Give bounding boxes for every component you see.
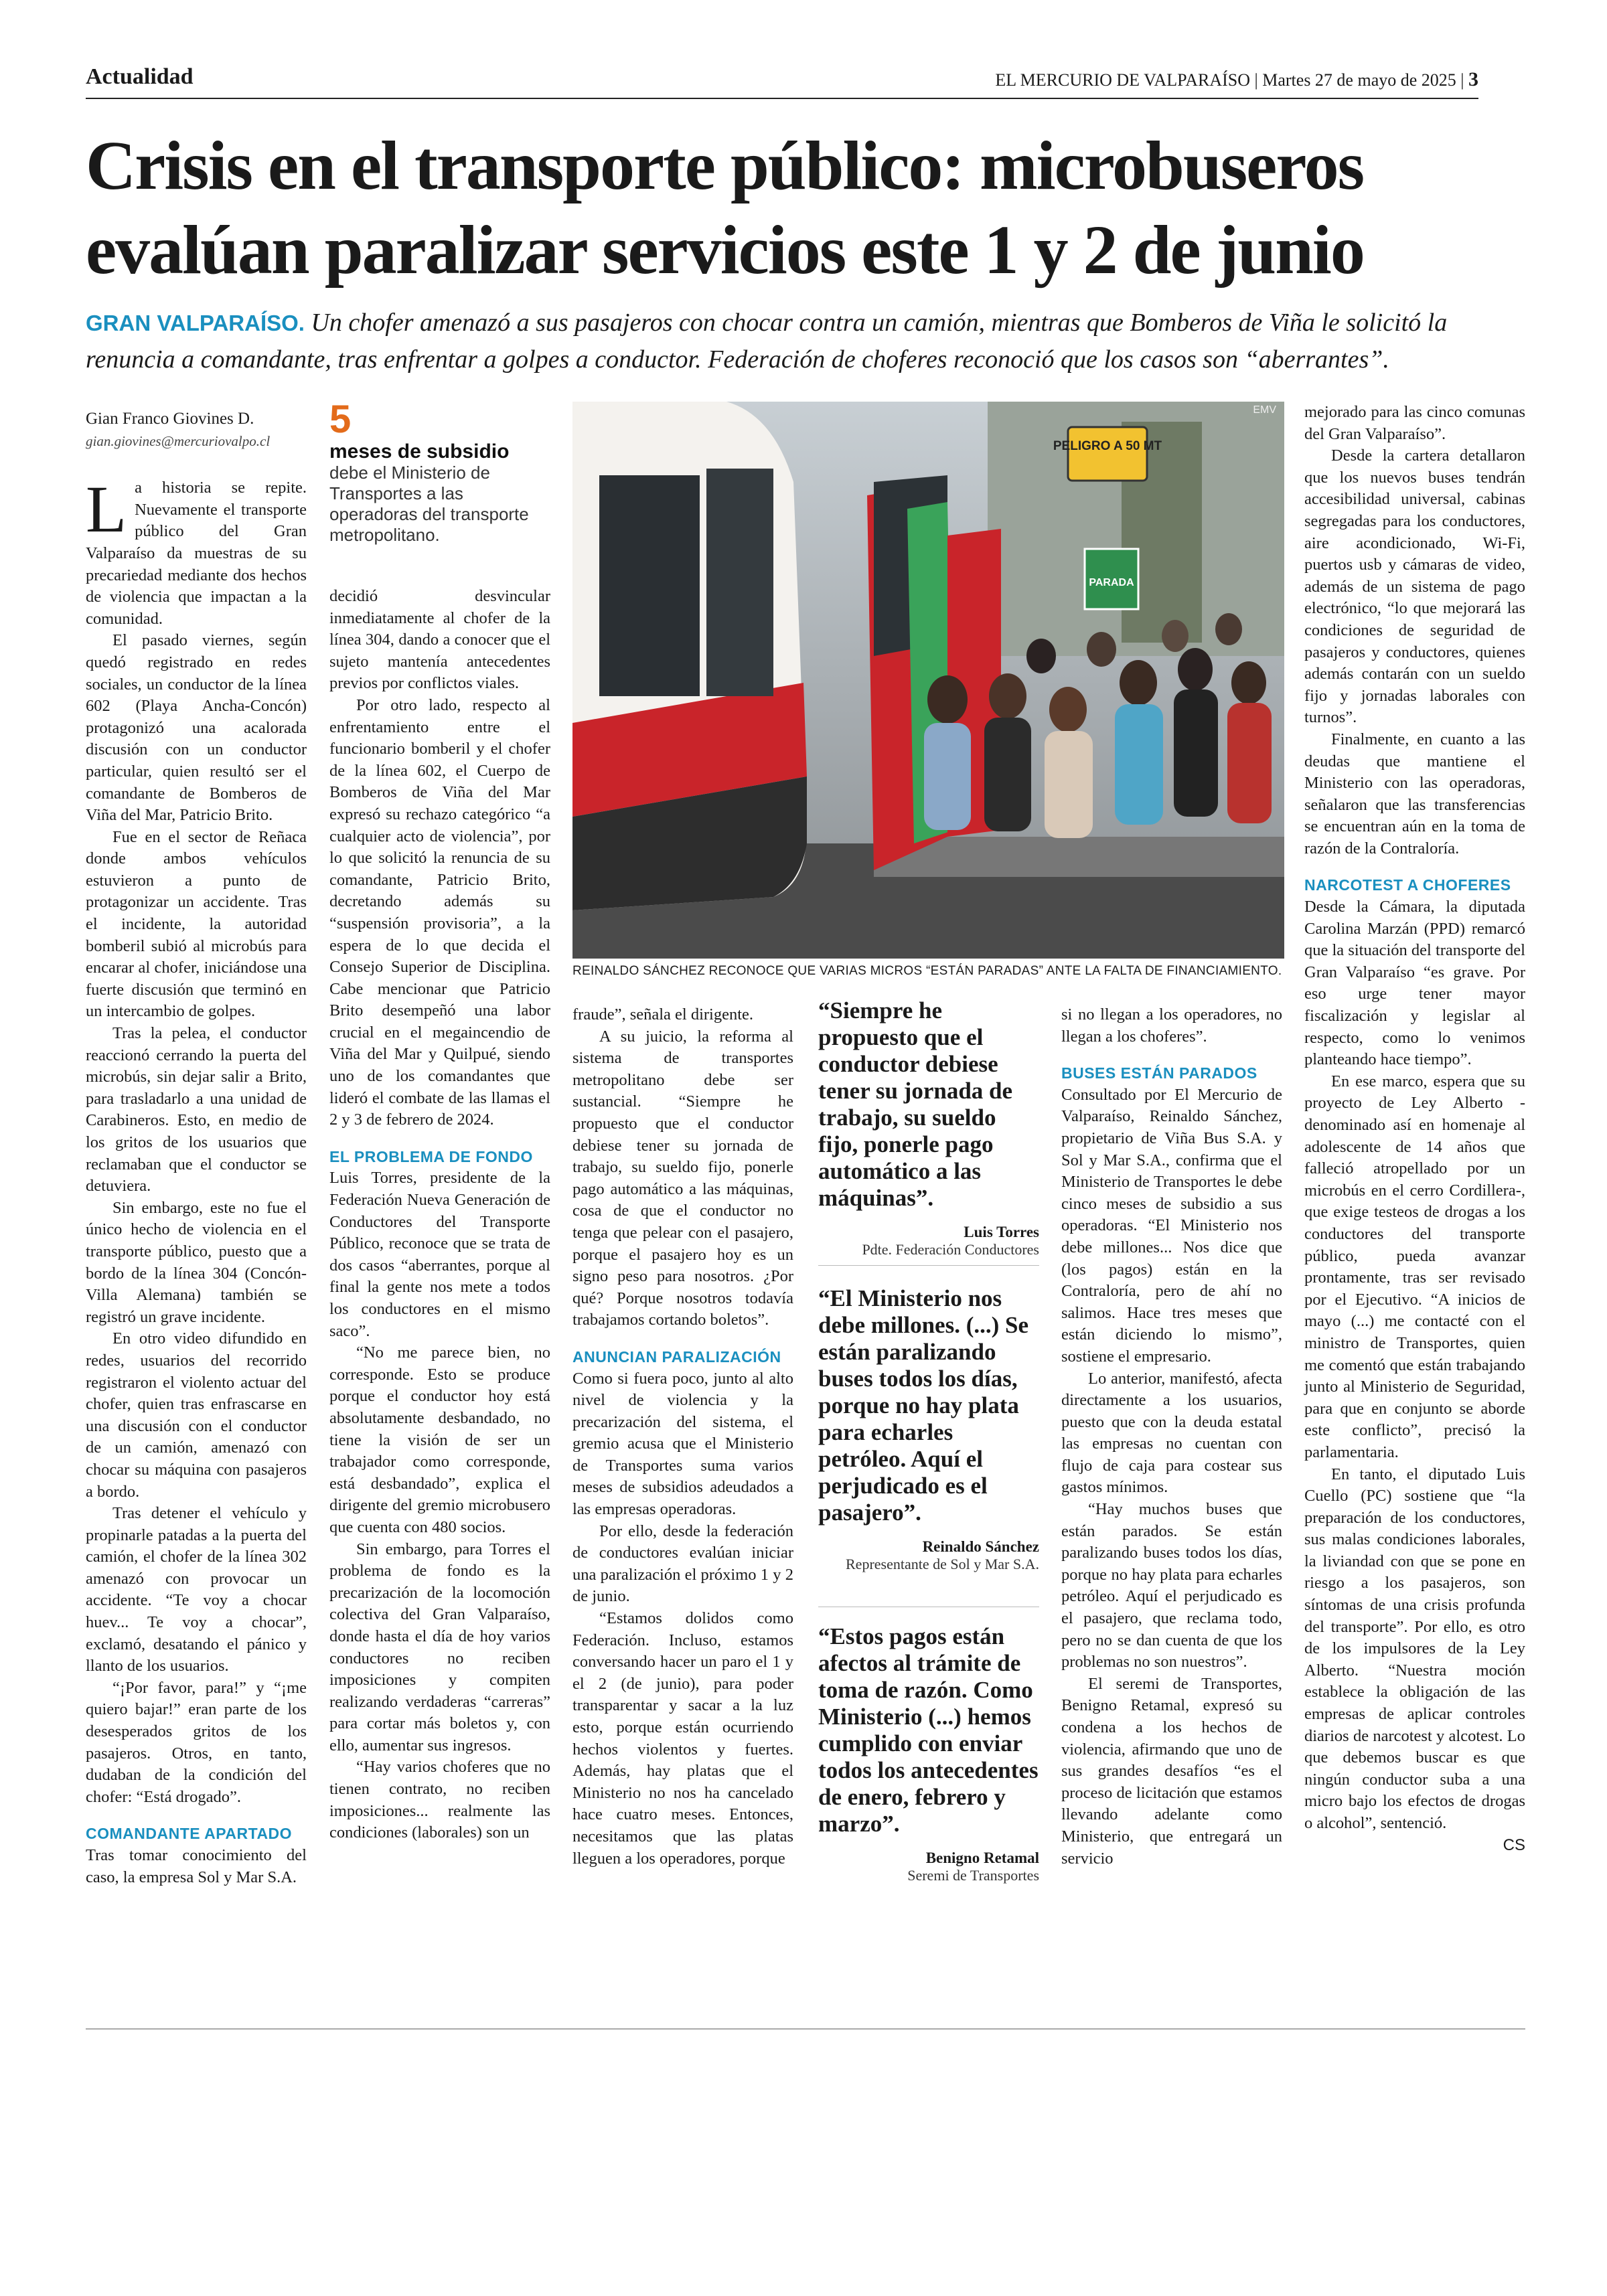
pull-quote: [818, 1285, 1039, 1573]
end-mark: CS: [1503, 1835, 1525, 1854]
paragraph: Tras tomar conocimiento del caso, la empresa Sol y Mar S.A.: [86, 1846, 307, 1886]
paragraph: Lo anterior, manifestó, afecta directamente a los usuarios, puesto que con la deuda estatal las empresas no cuentan con flujo de caja para costear sus gastos mínimos.: [1061, 1369, 1282, 1497]
quote-text: “El Ministerio nos debe millones. (...) Se están paralizando buses todos los días, porque no hay plata para echarles petróleo. Aquí el perjudicado es el pasajero”.: [818, 1285, 1029, 1526]
subheading: COMANDANTE APARTADO: [86, 1825, 293, 1843]
drop-cap: L: [86, 472, 127, 547]
quote-author: Reinaldo Sánchez: [922, 1538, 1039, 1555]
paragraph: “¡Por favor, para!” y “¡me quiero bajar!” eran parte de los desesperados gritos de los pasajeros. Otros, en tanto, dudaban de la condición del chofer: “Está drogado”.: [86, 1678, 307, 1806]
paragraph: Finalmente, en cuanto a las deudas que mantiene el Ministerio con las operadoras, señalaron que las transferencias se encuentran aún en la toma de razón de la Contraloría.: [1304, 730, 1525, 857]
subheading: EL PROBLEMA DE FONDO: [329, 1147, 533, 1165]
paragraph: El pasado viernes, según quedó registrado en redes sociales, un conductor de la línea 602 (Playa Ancha-Concón) protagonizó una acalorada discusión con un conductor particular, quien resultó ser el comandante de Bomberos de Viña del Mar, Patricio Brito.: [86, 631, 307, 825]
paragraph: A su juicio, la reforma al sistema de transportes metropolitano debe ser sustancial. “Siempre he propuesto que el conductor debiese tener su jornada de trabajo, su sueldo fijo, ponerle pago automático a las máquinas, cosa de que el conductor no tenga que pelear con el pasajero, porque el pasajero hoy es un signo peso para nosotros. ¿Por qué? Porque nosotros todavía trabajamos cortando boletos”.: [572, 1027, 793, 1329]
quote-author: Benigno Retamal: [925, 1850, 1039, 1866]
photo-credit: EMV: [1253, 404, 1276, 416]
page-number: 3: [1468, 68, 1478, 90]
paragraph: “Hay varios choferes que no tienen contrato, no reciben imposiciones... realmente las condiciones (laborales) son un: [329, 1758, 550, 1842]
paragraph: Tras la pelea, el conductor reaccionó cerrando la puerta del microbús, sin dejar salir a Brito, para trasladarlo a una unidad de Carabineros. Esto, en medio de los gritos de los usuarios que reclamaban que el conductor se detuviera.: [86, 1024, 307, 1196]
fact-text: meses de subsidio debe el Ministerio de Transportes a las operadoras del transporte metropolitano.: [329, 440, 529, 545]
fact-box: [329, 398, 550, 546]
paragraph: En otro video difundido en redes, usuarios del recorrido registraron el violento actuar del chofer, quien tras enfrascarse en una discusión con el conductor de un camión, amenazó con chocar su máquina con pasajeros a bordo.: [86, 1329, 307, 1501]
article-column-5: [1061, 1004, 1282, 1870]
paragraph: si no llegan a los operadores, no llegan a los choferes”.: [1061, 1005, 1282, 1046]
fact-number: 5: [329, 398, 352, 441]
paragraph: Desde la Cámara, la diputada Carolina Marzán (PPD) remarcó que la situación del transporte del Gran Valparaíso “es grave. Por eso urge tener mayor fiscalización y legislar al respecto, como lo venimos planteando hace tiempo”.: [1304, 898, 1525, 1069]
paragraph: En tanto, el diputado Luis Cuello (PC) sostiene que “la preparación de los conductores, sus malas condiciones laborales, la liviandad con que se pone en riesgo a los pasajeros, son síntomas de una crisis profunda del transporte”. Por ello, es otro de los impulsores de la Ley Alberto. “Nuestra moción establece la obligación de las empresas de aplicar controles diarios de narcotest y alcotest. Lo que debemos buscar es que ningún conductor suba a una micro bajo los efectos de drogas o alcohol”, sentenció.: [1304, 1465, 1525, 1832]
lead-paragraph: [86, 305, 1525, 378]
quote-text: “Estos pagos están afectos al trámite de toma de razón. Como Ministerio (...) hemos cumplido con enviar todos los antecedentes de enero, febrero y marzo”.: [818, 1623, 1039, 1837]
page-header: [86, 62, 1478, 99]
paragraph: “Hay muchos buses que están parados. Se están paralizando buses todos los días, porque no hay plata para echarles petróleo. Aquí el perjudicado es el pasajero, que reclama todo, pero no se dan cuenta de que los problemas no son nuestros”.: [1061, 1500, 1282, 1671]
publication-name: EL MERCURIO DE VALPARAÍSO: [995, 70, 1251, 90]
bus-stop-illustration: [572, 402, 1284, 959]
article-column-6: [1304, 402, 1525, 1856]
author-name: Gian Franco Giovines D.: [86, 410, 254, 428]
article-column-2: [329, 586, 550, 1844]
headline: Crisis en el transporte público: microbuseros evalúan paralizar servicios este 1 y 2 de junio: [86, 127, 1364, 289]
subheading: BUSES ESTÁN PARADOS: [1061, 1064, 1257, 1082]
warning-sign-text: PELIGRO A 50 MT: [1053, 439, 1162, 453]
paragraph: La historia se repite. Nuevamente el transporte público del Gran Valparaíso da muestras de su precariedad mediante dos hechos de violencia que impactan a la comunidad.: [86, 472, 307, 628]
quote-role: Pdte. Federación Conductores: [862, 1241, 1039, 1258]
footer-divider: [86, 2028, 1525, 2030]
quote-role: Representante de Sol y Mar S.A.: [846, 1556, 1039, 1572]
paragraph: Consultado por El Mercurio de Valparaíso, Reinaldo Sánchez, propietario de Viña Bus S.A. y Sol y Mar S.A., confirma que el Ministerio de Transportes le debe cinco meses de subsidio a sus operadoras. “El Ministerio nos debe millones... Nos dice que (los pagos) están en la Contraloría, pero de ahí no salimos. Hace tres meses que están diciendo lo mismo”, sostiene el empresario.: [1061, 1085, 1282, 1366]
paragraph: Sin embargo, para Torres el problema de fondo es la precarización de la locomoción colectiva del Gran Valparaíso, donde hasta el día de hoy varios conductores no reciben imposiciones y compiten realizando verdaderas “carreras” para cortar más boletos y, con ello, aumentar sus ingresos.: [329, 1540, 550, 1754]
paragraph: Por ello, desde la federación de conductores evalúan iniciar una paralización el próximo 1 y 2 de junio.: [572, 1522, 793, 1606]
paragraph: “Estamos dolidos como Federación. Incluso, estamos conversando hacer un paro el 1 y el 2 (de junio), para poder transparentar y sacar a la luz esto, porque están ocurriendo hechos violentos y fuertes. Además, hay platas que el Ministerio no nos ha cancelado hace cuatro meses. Entonces, necesitamos que las platas lleguen a los operadores, porque: [572, 1609, 793, 1868]
paragraph: Desde la cartera detallaron que los nuevos buses tendrán accesibilidad universal, cabinas segregadas para los conductores, aire acondicionado, Wi-Fi, puertos usb y cámaras de video, además de un sistema de pago electrónico, “lo que mejorará las condiciones de seguridad de pasajeros y conductores, quienes además contarán con un sueldo fijo y jornadas laborales con turnos”.: [1304, 446, 1525, 727]
paragraph: mejorado para las cinco comunas del Gran Valparaíso”.: [1304, 403, 1525, 443]
publication-date: Martes 27 de mayo de 2025: [1262, 70, 1456, 90]
paragraph: Tras detener el vehículo y propinarle patadas a la puerta del camión, el chofer de la línea 302 amenazó con provocar un accidente. “Te voy a chocar huev... Te voy a chocar”, exclamó, desatando el pánico y llanto de los usuarios.: [86, 1504, 307, 1675]
paragraph: Sin embargo, este no fue el único hecho de violencia en el transporte público, puesto que a bordo de la línea 304 (Concón-Villa Alemana) también se registró un grave incidente.: [86, 1198, 307, 1326]
lead-kicker: GRAN VALPARAÍSO.: [86, 311, 305, 335]
paragraph: Fue en el sector de Reñaca donde ambos vehículos estuvieron a punto de protagonizar un accidente. Tras el incidente, la autoridad bomberil subió al microbús para encarar al chofer, iniciándose una fuerte discusión que terminó en un intercambio de golpes.: [86, 827, 307, 1021]
paragraph: fraude”, señala el dirigente.: [572, 1005, 754, 1023]
paragraph: En ese marco, espera que su proyecto de Ley Alberto -denominado así en homenaje al adolescente de 14 años que falleció atropellado por un microbús en el cerro Cordillera-, que exige testeos de drogas a los conductores del transporte público, pueda avanzar prontamente, tras ser revisado por el Ejecutivo. “A inicios de mayo (...) me contacté con el ministro de Transportes, quien me comentó que están trabajando junto al Ministerio de Seguridad, para que en conjunto se aborde este conflicto”, precisó la parlamentaria.: [1304, 1072, 1525, 1461]
subheading: ANUNCIAN PARALIZACIÓN: [572, 1347, 781, 1366]
article-column-1: [86, 408, 307, 1888]
quote-divider: [818, 1265, 1039, 1266]
article-column-3: [572, 1004, 793, 1870]
author-email: gian.giovines@mercuriovalpo.cl: [86, 432, 271, 449]
byline: [86, 408, 307, 452]
quote-role: Seremi de Transportes: [907, 1867, 1039, 1884]
paragraph: Como si fuera poco, junto al alto nivel de violencia y la precarización del sistema, el gremio acusa que el Ministerio de Transportes suma varios meses de subsidios adeudados a las empresas operadoras.: [572, 1369, 793, 1519]
pull-quote: [818, 997, 1039, 1258]
news-photo: [572, 402, 1284, 959]
publication-info: EL MERCURIO DE VALPARAÍSO | Martes 27 de mayo de 2025 | 3: [995, 68, 1478, 90]
pull-quote: [818, 1623, 1039, 1884]
paragraph: El seremi de Transportes, Benigno Retamal, expresó su condena a los hechos de violencia, afirmando que uno de sus grandes desafíos “es el proceso de licitación que estamos llevando adelante como Ministerio, que entregará un servicio: [1061, 1674, 1282, 1868]
paragraph: Luis Torres, presidente de la Federación Nueva Generación de Conductores del Transporte Público, reconoce que se trata de dos casos “aberrantes, porque al final la gente nos mete a todos los conductores en el mismo saco”.: [329, 1169, 550, 1340]
lead-text: Un chofer amenazó a sus pasajeros con chocar contra un camión, mientras que Bomberos de Viña le solicitó la renuncia a comandante, tras enfrentar a golpes a conductor. Federación de choferes reconoció que los casos son “aberrantes”.: [86, 309, 1448, 374]
section-label: Actualidad: [86, 64, 194, 89]
paragraph: decidió desvincular inmediatamente al chofer de la línea 304, dando a conocer que el sujeto mantenía antecedentes previos por conflictos viales.: [329, 587, 550, 693]
quote-text: “Siempre he propuesto que el conductor debiese tener su jornada de trabajo, su sueldo fijo, ponerle pago automático a las máquinas”.: [818, 997, 1013, 1211]
subheading: NARCOTEST A CHOFERES: [1304, 876, 1511, 894]
stop-sign-text: PARADA: [1089, 577, 1134, 588]
photo-caption: REINALDO SÁNCHEZ RECONOCE QUE VARIAS MICROS “ESTÁN PARADAS” ANTE LA FALTA DE FINANCIAMIENTO.: [572, 964, 1282, 978]
paragraph: Por otro lado, respecto al enfrentamiento entre el funcionario bomberil y el chofer de la línea 602, el Cuerpo de Bomberos de Viña del Mar expresó su rechazo categórico “a cualquier acto de violencia”, por lo que solicitó la renuncia de su comandante, Patricio Brito, decretando además su “suspensión provisoria”, a la espera de lo que decida el Consejo Superior de Disciplina. Cabe mencionar que Patricio Brito desempeñó una labor crucial en el megaincendio de Viña del Mar y Quilpué, siendo uno de los comandantes que lideró el combate de las llamas el 2 y 3 de febrero de 2024.: [329, 695, 550, 1129]
paragraph: “No me parece bien, no corresponde. Esto se produce porque el conductor hoy está absolutamente desbandado, no tiene la visión de ser un trabajador como corresponde, está desbandado”, explica el dirigente del gremio microbusero que cuenta con 480 socios.: [329, 1343, 550, 1536]
quote-author: Luis Torres: [964, 1224, 1039, 1240]
